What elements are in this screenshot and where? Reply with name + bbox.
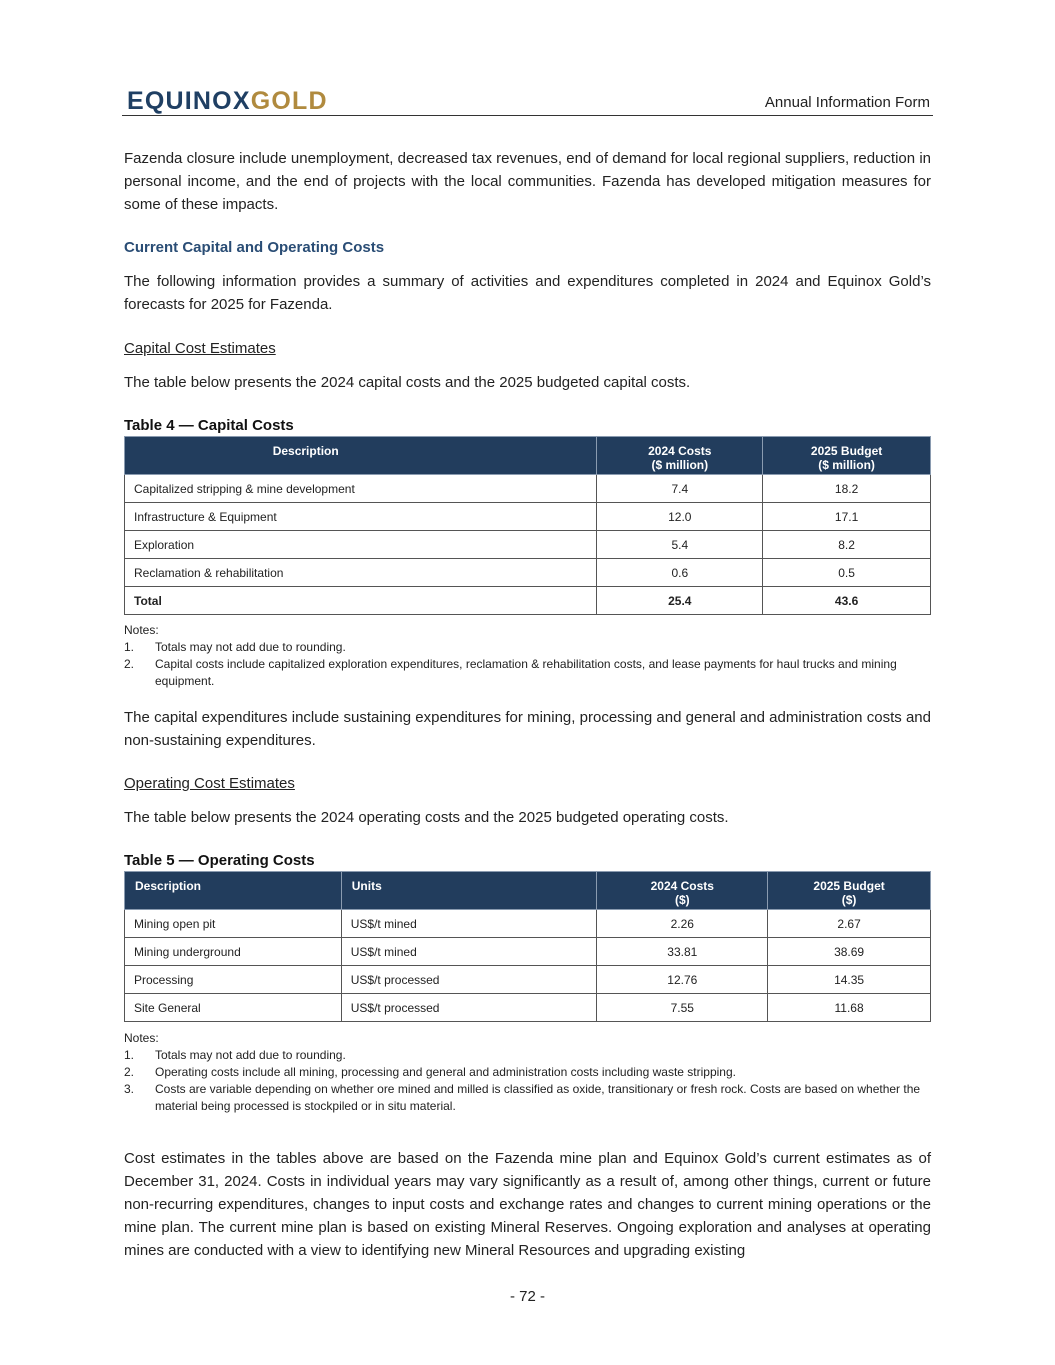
page-number: - 72 - bbox=[509, 1288, 545, 1305]
paragraph-operating-intro: The table below presents the 2024 operating costs and the 2025 budgeted operating costs. bbox=[124, 809, 729, 826]
note-number: 3. bbox=[124, 1082, 135, 1096]
notes-label: Notes: bbox=[124, 623, 159, 637]
cell-description: Total bbox=[125, 587, 597, 615]
note-text: Operating costs include all mining, processing and general and administration costs including waste stripping. bbox=[155, 1065, 736, 1079]
cell-2025: 2.67 bbox=[768, 910, 931, 938]
capital-header-2025: 2025 Budget ($ million) bbox=[763, 437, 931, 475]
cell-2025: 11.68 bbox=[768, 994, 931, 1022]
cell-2025: 38.69 bbox=[768, 938, 931, 966]
table-row bbox=[125, 910, 931, 938]
capital-header-2024: 2024 Costs ($ million) bbox=[597, 437, 763, 475]
paragraph-closure-impacts: Fazenda closure include unemployment, decreased tax revenues, end of demand for local regional suppliers, reduction in personal income, and the end of projects with the local communities. Fazenda has developed mitigation measures for some of these impacts. bbox=[124, 150, 931, 213]
subheading-operating: Operating Cost Estimates bbox=[124, 775, 295, 792]
cell-units: US$/t processed bbox=[341, 994, 597, 1022]
operating-table-header bbox=[125, 872, 931, 910]
cell-2025: 14.35 bbox=[768, 966, 931, 994]
operating-header-units: Units bbox=[341, 872, 597, 910]
note-item bbox=[124, 1081, 931, 1115]
table-row bbox=[125, 966, 931, 994]
cell-2025: 17.1 bbox=[763, 503, 931, 531]
cell-2025: 0.5 bbox=[763, 559, 931, 587]
note-number: 1. bbox=[124, 1048, 135, 1062]
company-logo bbox=[127, 86, 328, 116]
logo-text-gold: GOLD bbox=[250, 87, 328, 115]
note-text: Capital costs include capitalized exploration expenditures, reclamation & rehabilitation costs, and lease payments for haul trucks and mining equipment. bbox=[155, 657, 897, 688]
operating-header-2024: 2024 Costs ($) bbox=[597, 872, 768, 910]
cell-2024: 5.4 bbox=[597, 531, 763, 559]
paragraph-cost-estimates: Cost estimates in the tables above are based on the Fazenda mine plan and Equinox Gold’s current estimates as of December 31, 2024. Costs in individual years may vary significantly as a result of, among other things, current or future non-recurring expenditures, changes to input costs and exchange rates and changes to current mining operations or the mine plan. The current mine plan is based on existing Mineral Reserves. Ongoing exploration and analyses at operating mines are conducted with a view to identifying new Mineral Resources and upgrading existing bbox=[124, 1150, 931, 1259]
section-heading-costs: Current Capital and Operating Costs bbox=[124, 239, 385, 256]
cell-description: Mining underground bbox=[125, 938, 342, 966]
note-item bbox=[124, 1047, 931, 1064]
capital-header-description: Description bbox=[125, 437, 597, 475]
cell-units: US$/t mined bbox=[341, 910, 597, 938]
table-caption-capital: Table 4 — Capital Costs bbox=[124, 417, 294, 434]
cell-description: Processing bbox=[125, 966, 342, 994]
note-number: 2. bbox=[124, 657, 135, 671]
table-row bbox=[125, 559, 931, 587]
operating-notes bbox=[124, 1030, 931, 1115]
paragraph-capex: The capital expenditures include sustaining expenditures for mining, processing and general and administration costs and non-sustaining expenditures. bbox=[124, 709, 931, 749]
document-title: Annual Information Form bbox=[764, 94, 930, 111]
table-row bbox=[125, 531, 931, 559]
paragraph-capital-intro: The table below presents the 2024 capital costs and the 2025 budgeted capital costs. bbox=[124, 374, 691, 391]
capital-costs-table bbox=[124, 436, 931, 615]
cell-2024: 33.81 bbox=[597, 938, 768, 966]
cell-description: Mining open pit bbox=[125, 910, 342, 938]
capital-notes bbox=[124, 622, 931, 690]
note-text: Totals may not add due to rounding. bbox=[155, 640, 346, 654]
subheading-capital: Capital Cost Estimates bbox=[124, 340, 276, 357]
cell-2024: 7.55 bbox=[597, 994, 768, 1022]
notes-label: Notes: bbox=[124, 1031, 159, 1045]
paragraph-summary: The following information provides a summary of activities and expenditures completed in 2024 and Equinox Gold’s forecasts for 2025 for Fazenda. bbox=[124, 273, 931, 313]
cell-description: Site General bbox=[125, 994, 342, 1022]
table-row bbox=[125, 938, 931, 966]
note-number: 1. bbox=[124, 640, 135, 654]
cell-description: Reclamation & rehabilitation bbox=[125, 559, 597, 587]
note-item bbox=[124, 1064, 931, 1081]
cell-2024: 25.4 bbox=[597, 587, 763, 615]
cell-2024: 7.4 bbox=[597, 475, 763, 503]
cell-2024: 2.26 bbox=[597, 910, 768, 938]
cell-2024: 0.6 bbox=[597, 559, 763, 587]
cell-units: US$/t mined bbox=[341, 938, 597, 966]
cell-2025: 18.2 bbox=[763, 475, 931, 503]
cell-description: Exploration bbox=[125, 531, 597, 559]
table-row bbox=[125, 994, 931, 1022]
cell-units: US$/t processed bbox=[341, 966, 597, 994]
cell-description: Capitalized stripping & mine development bbox=[125, 475, 597, 503]
table-caption-operating: Table 5 — Operating Costs bbox=[124, 852, 315, 869]
cell-2024: 12.0 bbox=[597, 503, 763, 531]
note-number: 2. bbox=[124, 1065, 135, 1079]
table-row bbox=[125, 475, 931, 503]
header-divider bbox=[122, 115, 933, 116]
cell-2024: 12.76 bbox=[597, 966, 768, 994]
note-text: Costs are variable depending on whether ore mined and milled is classified as oxide, transitionary or fresh rock. Costs are based on whether the material being processed is stockpiled or in situ material. bbox=[155, 1082, 921, 1113]
cell-2025: 8.2 bbox=[763, 531, 931, 559]
table-row bbox=[125, 503, 931, 531]
note-text: Totals may not add due to rounding. bbox=[155, 1048, 346, 1062]
note-item bbox=[124, 656, 931, 690]
cell-2025: 43.6 bbox=[763, 587, 931, 615]
operating-costs-table bbox=[124, 871, 931, 1022]
logo-text-equinox: EQUINOX bbox=[127, 87, 251, 115]
note-item bbox=[124, 639, 931, 656]
cell-description: Infrastructure & Equipment bbox=[125, 503, 597, 531]
table-row-total bbox=[125, 587, 931, 615]
operating-header-2025: 2025 Budget ($) bbox=[768, 872, 931, 910]
capital-table-header bbox=[125, 437, 931, 475]
operating-header-description: Description bbox=[125, 872, 342, 910]
